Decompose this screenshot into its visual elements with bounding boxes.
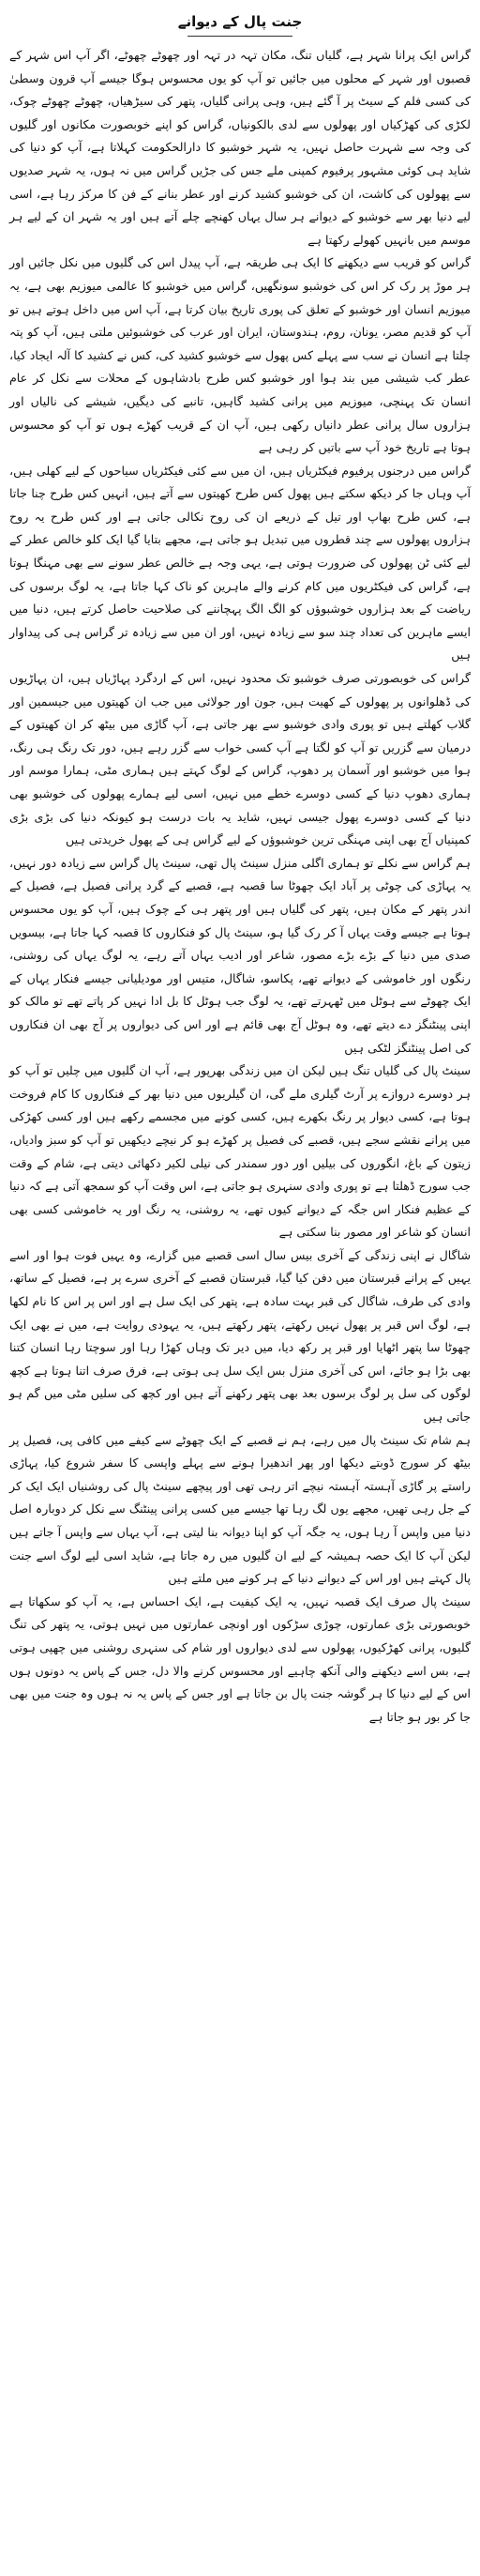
article-paragraph: ہم شام تک سینٹ پال میں رہے، ہم نے قصبے کے ایک چھوٹے سے کیفے میں کافی پی، فصیل پر بیٹھ کر سورج ڈوبتے دیکھا اور پھر اندھیرا ہونے سے پہلے واپسی کا سفر شروع کیا، پہاڑی راستے پر گاڑی آہستہ آہستہ نیچے اتر رہی تھی اور پیچھے سینٹ پال کی روشنیاں ایک ایک کر کے جل رہی تھیں، مجھے یوں لگ رہا تھا جیسے میں کسی پرانی پینٹنگ سے نکل کر دوبارہ اصل دنیا میں واپس آ رہا ہوں، یہ جگہ آپ کو اپنا دیوانہ بنا لیتی ہے، آپ یہاں سے واپس آ جاتے ہیں لیکن آپ کا ایک حصہ ہمیشہ کے لیے ان گلیوں میں رہ جاتا ہے، شاید اسی لیے لوگ اسے جنت پال کہتے ہیں اور اس کے دیوانے دنیا کے ہر کونے میں ملتے ہیں xyxy=(9,1432,471,1586)
article-paragraph: گراس میں درجنوں پرفیوم فیکٹریاں ہیں، ان میں سے کئی فیکٹریاں سیاحوں کے لیے کھلی ہیں، آپ وہاں جا کر دیکھ سکتے ہیں پھول کس طرح کھیتوں سے آتے ہیں، انہیں کس طرح چنا جاتا ہے، کس طرح بھاپ اور تیل کے ذریعے ان کی روح نکالی جاتی ہے اور کس طرح یہ روح ہزاروں پھولوں سے چند قطروں میں تبدیل ہو جاتی ہے، مجھے بتایا گیا ایک کلو خالص عطر کے لیے کئی ٹن پھولوں کی ضرورت ہوتی ہے، یہی وجہ ہے خالص عطر سونے سے بھی مہنگا ہوتا ہے، گراس کی فیکٹریوں میں کام کرنے والے ماہرین کو ناک کہا جاتا ہے، یہ لوگ برسوں کی ریاضت کے بعد ہزاروں خوشبوؤں کو الگ الگ پہچاننے کی صلاحیت حاصل کرتے ہیں، دنیا میں ایسے ماہرین کی تعداد چند سو سے زیادہ نہیں، اور ان میں سے زیادہ تر گراس ہی کی پیداوار ہیں xyxy=(9,463,471,663)
article-paragraph: گراس کی خوبصورتی صرف خوشبو تک محدود نہیں، اس کے اردگرد پہاڑیاں ہیں، ان پہاڑیوں کی ڈھلوانوں پر پھولوں کے کھیت ہیں، جون اور جولائی میں جب ان کھیتوں میں جیسمین اور گلاب کھلتے ہیں تو پوری وادی خوشبو سے بھر جاتی ہے، آپ گاڑی میں بیٹھ کر ان کھیتوں کے درمیان سے گزریں تو آپ کو لگتا ہے آپ کسی خواب سے گزر رہے ہیں، دور تک رنگ ہی رنگ، ہوا میں خوشبو اور آسمان پر دھوپ، گراس کے لوگ کہتے ہیں ہماری مٹی، ہمارا موسم اور ہماری دھوپ دنیا کے کسی دوسرے خطے میں نہیں، اسی لیے ہمارے پھولوں کی خوشبو بھی دنیا کے کسی دوسرے پھول جیسی نہیں، شاید یہ بات درست ہو کیونکہ دنیا کی بڑی بڑی کمپنیاں آج بھی اپنی مہنگی ترین خوشبوؤں کے لیے گراس ہی کے پھول خریدتی ہیں xyxy=(9,671,471,847)
title-underline xyxy=(188,36,292,37)
article-paragraph: گراس کو قریب سے دیکھنے کا ایک ہی طریقہ ہے، آپ پیدل اس کی گلیوں میں نکل جائیں اور ہر موڑ پر رک کر اس کی خوشبو سونگھیں، گراس میں خوشبو کا عالمی میوزیم بھی ہے، یہ میوزیم انسان اور خوشبو کے تعلق کی پوری تاریخ بیان کرتا ہے، آپ اس میں داخل ہوتے ہیں تو آپ کو قدیم مصر، یونان، روم، ہندوستان، ایران اور عرب کی خوشبوئیں ملتی ہیں، آپ کو پتہ چلتا ہے انسان نے سب سے پہلے کس پھول سے خوشبو کشید کی، کس نے کشید کا آلہ ایجاد کیا، عطر کب شیشی میں بند ہوا اور خوشبو کس طرح بادشاہوں کے محلات سے نکل کر عام انسان تک پہنچی، میوزیم میں پرانی کشید گاہیں، تانبے کی دیگیں، شیشے کی نالیاں اور ہزاروں سال پرانی عطر دانیاں رکھی ہیں، آپ ان کے قریب کھڑے ہوں تو آپ کو محسوس ہوتا ہے تاریخ خود آپ سے باتیں کر رہی ہے xyxy=(9,255,471,455)
article-paragraph: شاگال نے اپنی زندگی کے آخری بیس سال اسی قصبے میں گزارے، وہ یہیں فوت ہوا اور اسے یہیں کے پرانے قبرستان میں دفن کیا گیا، قبرستان قصبے کے آخری سرے پر ہے، فصیل کے ساتھ، وادی کی طرف، شاگال کی قبر بہت سادہ ہے، پتھر کی ایک سل ہے اور اس پر اس کا نام لکھا ہے، لوگ اس قبر پر پھول نہیں رکھتے، پتھر رکھتے ہیں، یہ یہودی روایت ہے، میں نے بھی ایک چھوٹا سا پتھر اٹھایا اور قبر پر رکھ دیا، میں دیر تک وہاں کھڑا رہا اور سوچتا رہا انسان کتنا بھی بڑا ہو جائے، اس کی آخری منزل بس ایک سل ہی ہوتی ہے، فرق صرف اتنا ہوتا ہے کچھ لوگوں کی سل پر لوگ برسوں بعد بھی پتھر رکھنے آتے ہیں اور کچھ کی سلیں مٹی میں گم ہو جاتی ہیں xyxy=(9,1247,471,1425)
article-paragraph: گراس ایک پرانا شہر ہے، گلیاں تنگ، مکان تہہ در تہہ اور چھوٹے چھوٹے، اگر آپ اس شہر کے قصبوں اور شہر کے محلوں میں جائیں تو آپ کو یوں محسوس ہوگا جیسے آپ قرون وسطیٰ کی کسی فلم کے سیٹ پر آ گئے ہیں، وہی پرانی گلیاں، پتھر کی سیڑھیاں، چھوٹے چھوٹے چوک، لکڑی کی کھڑکیاں اور پھولوں سے لدی بالکونیاں، گراس کو اپنے خوبصورت مکانوں اور گلیوں کی وجہ سے شہرت حاصل نہیں، یہ شہر خوشبو کا دارالحکومت کہلاتا ہے، آپ کو دنیا کی شاید ہی کوئی مشہور پرفیوم کمپنی ملے جس کی جڑیں گراس میں نہ ہوں، یہ شہر صدیوں سے پھولوں کی کاشت، ان کی خوشبو کشید کرنے اور عطر بنانے کے فن کا مرکز رہا ہے، اسی لیے دنیا بھر سے خوشبو کے دیوانے ہر سال یہاں کھنچے چلے آتے ہیں اور یہ شہر ان کے لیے ہر موسم میں بانہیں کھولے رکھتا ہے xyxy=(9,48,471,247)
article-paragraph: ہم گراس سے نکلے تو ہماری اگلی منزل سینٹ پال تھی، سینٹ پال گراس سے زیادہ دور نہیں، یہ پہاڑی کی چوٹی پر آباد ایک چھوٹا سا قصبہ ہے، قصبے کے گرد پرانی فصیل ہے، فصیل کے اندر پتھر کے مکان ہیں، پتھر کی گلیاں ہیں اور پتھر ہی کے چوک ہیں، آپ کو یوں محسوس ہوتا ہے جیسے وقت یہاں آ کر رک گیا ہو، سینٹ پال کو فنکاروں کا قصبہ کہا جاتا ہے، بیسویں صدی میں دنیا کے بڑے بڑے مصور، شاعر اور ادیب یہاں آتے رہے، یہ لوگ یہاں کی روشنی، رنگوں اور خاموشی کے دیوانے تھے، پکاسو، شاگال، متیس اور مودیلیانی جیسے فنکار یہاں کے ایک چھوٹے سے ہوٹل میں ٹھہرتے تھے، یہ لوگ جب ہوٹل کا بل ادا نہیں کر پاتے تھے تو مالک کو اپنی پینٹنگز دے دیتے تھے، وہ ہوٹل آج بھی قائم ہے اور اس کی دیواروں پر آج بھی ان فنکاروں کی اصل پینٹنگز لٹکی ہیں xyxy=(9,855,471,1055)
article-paragraph: سینٹ پال صرف ایک قصبہ نہیں، یہ ایک کیفیت ہے، ایک احساس ہے، یہ آپ کو سکھاتا ہے خوبصورتی بڑی عمارتوں، چوڑی سڑکوں اور اونچی عمارتوں میں نہیں ہوتی، یہ پتھر کی تنگ گلیوں، پرانی کھڑکیوں، پھولوں سے لدی دیواروں اور شام کی سنہری روشنی میں چھپی ہوتی ہے، بس اسے دیکھنے والی آنکھ چاہیے اور محسوس کرنے والا دل، جس کے پاس یہ دونوں ہوں اس کے لیے دنیا کا ہر گوشہ جنت پال بن جاتا ہے اور جس کے پاس یہ نہ ہوں وہ جنت میں بھی جا کر بور ہو جاتا ہے xyxy=(9,1593,471,1724)
article-title: جنت پال کے دیوانے xyxy=(177,13,303,30)
article-paragraph: سینٹ پال کی گلیاں تنگ ہیں لیکن ان میں زندگی بھرپور ہے، آپ ان گلیوں میں چلیں تو آپ کو ہر دوسرے دروازے پر آرٹ گیلری ملے گی، ان گیلریوں میں دنیا بھر کے فنکاروں کا کام فروخت ہوتا ہے، کسی دیوار پر رنگ بکھرے ہیں، کسی کونے میں مجسمے رکھے ہیں اور کسی کھڑکی میں پرانے نقشے سجے ہیں، قصبے کی فصیل پر کھڑے ہو کر نیچے دیکھیں تو آپ کو سبز وادیاں، زیتون کے باغ، انگوروں کی بیلیں اور دور سمندر کی نیلی لکیر دکھائی دیتی ہے، شام کے وقت جب سورج ڈھلتا ہے تو پوری وادی سنہری ہو جاتی ہے، اس وقت آپ کو سمجھ آتی ہے کہ دنیا کے عظیم فنکار اس جگہ کے دیوانے کیوں تھے، یہ روشنی، یہ رنگ اور یہ خاموشی کسی بھی انسان کو شاعر اور مصور بنا سکتی ہے xyxy=(9,1063,471,1240)
article-body xyxy=(9,44,471,1729)
